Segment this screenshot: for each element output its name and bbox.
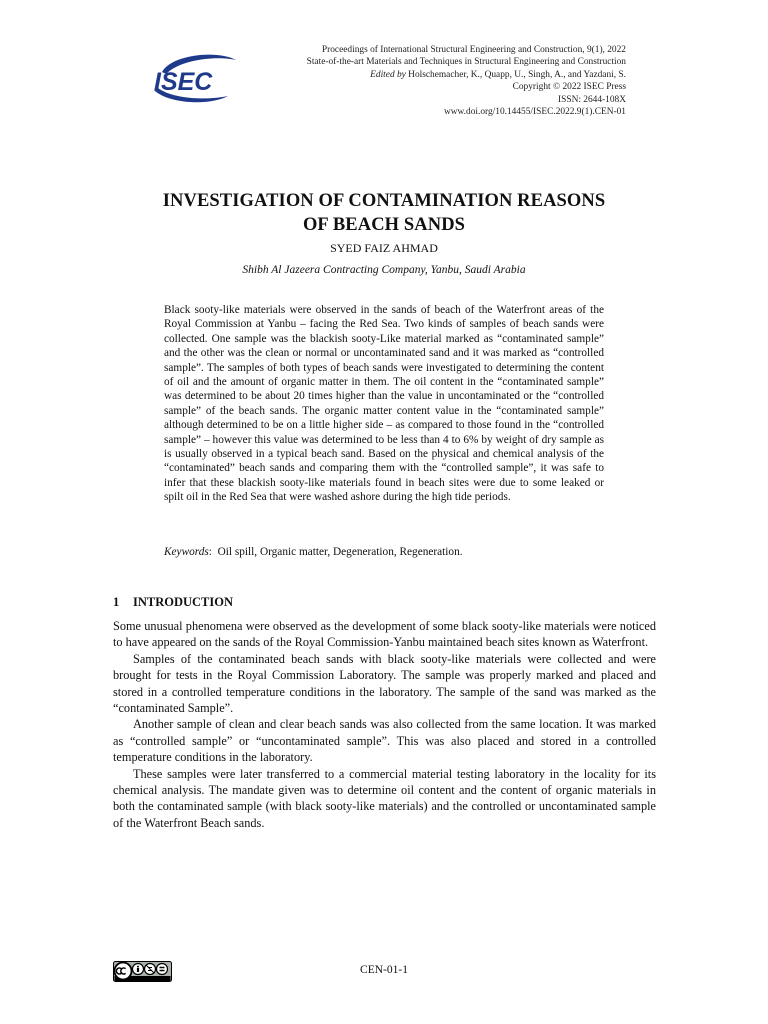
paragraph: Some unusual phenomena were observed as the development of some black sooty-like materials were noticed to have appeared on the sands of the Royal Commission-Yanbu maintained beach sites known as Waterfront. xyxy=(113,619,656,650)
paper-title xyxy=(0,189,768,237)
editors-line xyxy=(307,69,626,81)
keywords-label: Keywords xyxy=(164,546,209,558)
doi-link[interactable]: www.doi.org/10.14455/ISEC.2022.9(1).CEN-01 xyxy=(443,107,626,118)
issn: ISSN: 2644-108X xyxy=(558,94,626,105)
isec-logo-icon xyxy=(148,50,240,106)
edited-label: Edited by xyxy=(370,69,406,80)
section-body xyxy=(113,618,656,831)
paragraph: Samples of the contaminated beach sands with black sooty-like materials were collected and were brought for tests in the Royal Commission Laboratory. The sample was properly marked and placed and stored in a controlled temperature conditions in the laboratory. The sample of the sand was marked as the “contaminated Sample”. xyxy=(113,651,656,716)
volume-line: State-of-the-art Materials and Techniques in Structural Engineering and Construction xyxy=(306,57,626,68)
title-line-1: INVESTIGATION OF CONTAMINATION REASONS xyxy=(162,191,606,211)
title-line-2: OF BEACH SANDS xyxy=(302,215,466,235)
section-number: 1 xyxy=(113,595,120,609)
journal-line: Proceedings of International Structural Engineering and Construction, 9(1), 2022 xyxy=(321,45,626,55)
section-heading xyxy=(113,595,233,610)
page-identifier: CEN-01-1 xyxy=(360,964,408,976)
keywords-text: Oil spill, Organic matter, Degeneration, Regeneration. xyxy=(217,546,463,558)
logo-text: ISEC xyxy=(154,68,213,96)
section-title: INTRODUCTION xyxy=(133,595,234,609)
paragraph: Another sample of clean and clear beach sands was also collected from the same location. It was marked as “controlled sample” or “uncontaminated sample”. This was also placed and stored in a controlled temperature conditions in the laboratory. xyxy=(113,717,656,765)
copyright: Copyright © 2022 ISEC Press xyxy=(512,82,626,93)
editors: Holschemacher, K., Quapp, U., Singh, A., and Yazdani, S. xyxy=(408,69,626,80)
abstract: Black sooty-like materials were observed in the sands of beach of the Waterfront areas of the Royal Commission at Yanbu – facing the Red Sea. Two kinds of samples of beach sands were collected. One sample was the blackish sooty-Like material marked as “contaminated sample” and the other was the clean or normal or uncontaminated sand and it was marked as “controlled sample”. The samples of both types of beach sands were investigated to determining the content of oil and the amount of organic matter in them. The oil content in the “contaminated sample” was determined to be about 20 times higher than the value in uncontaminated or the “controlled sample” of the beach sands. The organic matter content value in the “contaminated sample” although determined to be on a little higher side – as compared to those found in the “controlled sample” – however this value was determined to be less than 4 to 6% by weight of dry sample as is usually observed in a typical beach sand. Based on the physical and chemical analysis of the “contaminated” beach sands and comparing them with the “controlled sample”, it was safe to infer that these blackish sooty-like materials found in beach sites were due to some leaked or spilt oil in the Red Sea that were washed ashore during the high tide periods. xyxy=(164,304,604,504)
keywords: Keywords: Oil spill, Organic matter, Degeneration, Regeneration. xyxy=(164,546,463,558)
header-metadata xyxy=(307,44,626,118)
author-affiliation: Shibh Al Jazeera Contracting Company, Yanbu, Saudi Arabia xyxy=(242,264,526,276)
paragraph: These samples were later transferred to a commercial material testing laboratory in the locality for its chemical analysis. The mandate given was to determine oil content and the content of organic materials in both the contaminated sample (with black sooty-like materials) and the controlled or uncontaminated sample of the Waterfront Beach sands. xyxy=(113,766,656,830)
author-name: SYED FAIZ AHMAD xyxy=(330,241,438,255)
